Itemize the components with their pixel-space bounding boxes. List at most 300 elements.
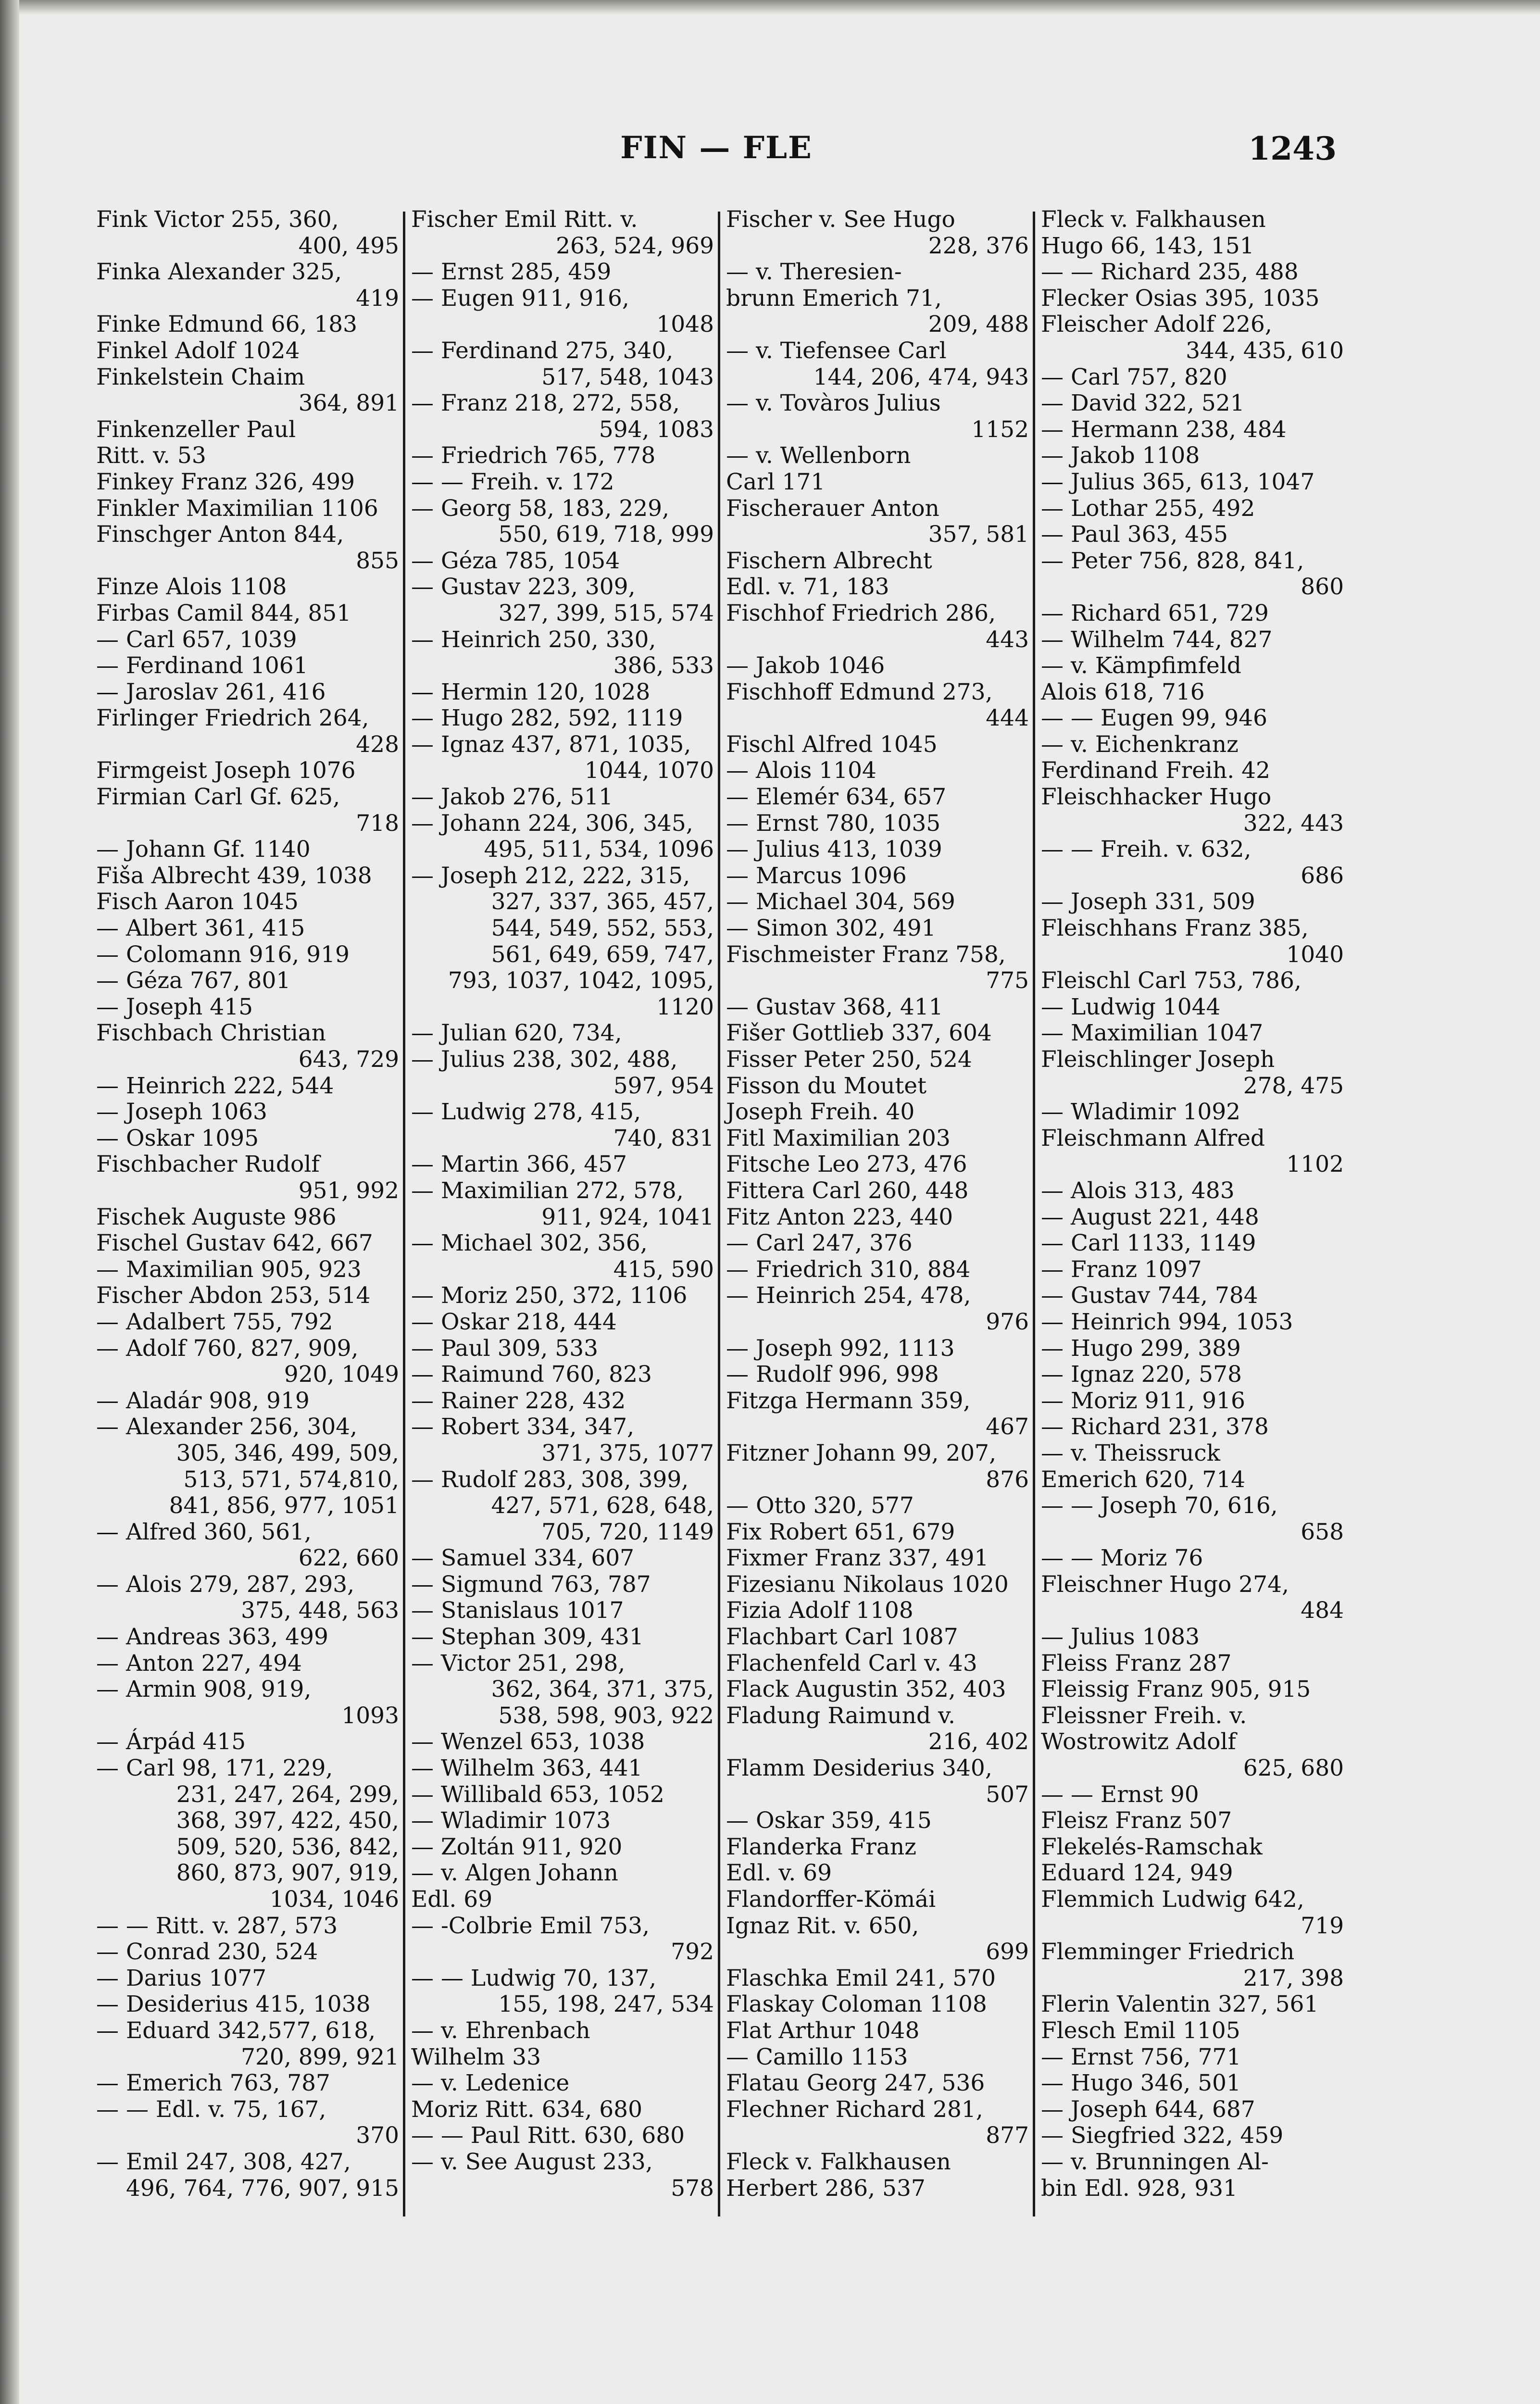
index-entry-continuation: 643, 729 bbox=[298, 1046, 399, 1073]
index-entry: Moriz Ritt. 634, 680 bbox=[411, 2096, 642, 2123]
index-entry: — Rudolf 996, 998 bbox=[726, 1361, 939, 1388]
index-entry-continuation: 444 bbox=[986, 705, 1029, 732]
index-entry: Fizesianu Nikolaus 1020 bbox=[726, 1571, 1009, 1598]
index-entry: — Hugo 346, 501 bbox=[1041, 2070, 1241, 2097]
index-entry: Fisser Peter 250, 524 bbox=[726, 1046, 972, 1073]
index-entry: Edl. v. 69 bbox=[726, 1860, 832, 1887]
index-entry: — Peter 756, 828, 841, bbox=[1041, 547, 1304, 574]
index-entry-continuation: 775 bbox=[986, 967, 1029, 994]
index-entry-continuation: 622, 660 bbox=[298, 1545, 399, 1572]
index-entry-continuation: 496, 764, 776, 907, 915 bbox=[125, 2175, 399, 2202]
index-entry: Hugo 66, 143, 151 bbox=[1041, 232, 1254, 259]
index-entry-continuation: 344, 435, 610 bbox=[1186, 337, 1344, 364]
index-entry: — Michael 302, 356, bbox=[411, 1230, 648, 1257]
index-entry: — Gustav 368, 411 bbox=[726, 993, 943, 1020]
index-entry: Fischhoff Edmund 273, bbox=[726, 678, 993, 705]
index-entry: Fleischl Carl 753, 786, bbox=[1041, 967, 1302, 994]
index-entry-continuation: 920, 1049 bbox=[284, 1361, 399, 1388]
index-entry-continuation: 578 bbox=[671, 2175, 714, 2202]
index-entry-continuation: 860 bbox=[1301, 574, 1344, 601]
index-entry: — Ignaz 220, 578 bbox=[1041, 1361, 1242, 1388]
index-entry: — Maximilian 1047 bbox=[1041, 1020, 1264, 1047]
index-columns bbox=[96, 206, 1344, 2226]
index-entry: — Carl 757, 820 bbox=[1041, 363, 1227, 390]
index-entry: — Franz 1097 bbox=[1041, 1256, 1202, 1283]
index-entry: — Joseph 644, 687 bbox=[1041, 2096, 1255, 2123]
index-entry-continuation: 419 bbox=[356, 285, 399, 312]
index-entry: Firmgeist Joseph 1076 bbox=[96, 757, 356, 784]
index-entry: Fix Robert 651, 679 bbox=[726, 1518, 955, 1545]
index-entry: — Géza 785, 1054 bbox=[411, 547, 620, 574]
index-entry: — Ludwig 278, 415, bbox=[411, 1099, 641, 1126]
index-entry: — Eduard 342,577, 618, bbox=[96, 2017, 376, 2044]
index-entry: Flachenfeld Carl v. 43 bbox=[726, 1650, 977, 1677]
index-entry: Fleischmann Alfred bbox=[1041, 1125, 1265, 1152]
index-entry: Emerich 620, 714 bbox=[1041, 1466, 1246, 1493]
index-entry: Finkler Maximilian 1106 bbox=[96, 495, 378, 522]
index-entry-continuation: 216, 402 bbox=[928, 1728, 1029, 1755]
index-entry: Flat Arthur 1048 bbox=[726, 2017, 920, 2044]
index-entry: — Jakob 1108 bbox=[1041, 442, 1200, 469]
index-entry: — Joseph 415 bbox=[96, 993, 253, 1020]
index-entry: — Heinrich 254, 478, bbox=[726, 1282, 971, 1309]
index-entry: — Ludwig 1044 bbox=[1041, 993, 1221, 1020]
index-entry-continuation: 719 bbox=[1301, 1912, 1344, 1939]
index-entry-continuation: 1093 bbox=[341, 1702, 399, 1729]
index-entry-continuation: 544, 549, 552, 553, bbox=[491, 915, 714, 942]
index-entry: Fleischhacker Hugo bbox=[1041, 784, 1272, 811]
index-entry: — Maximilian 905, 923 bbox=[96, 1256, 362, 1283]
index-entry-continuation: 495, 511, 534, 1096 bbox=[484, 836, 714, 863]
index-entry: — Heinrich 994, 1053 bbox=[1041, 1308, 1293, 1335]
index-entry: Ritt. v. 53 bbox=[96, 442, 206, 469]
index-entry-continuation: 209, 488 bbox=[928, 311, 1029, 338]
index-entry: Fleischlinger Joseph bbox=[1041, 1046, 1275, 1073]
index-entry: — Moriz 250, 372, 1106 bbox=[411, 1282, 688, 1309]
index-entry: Flemmich Ludwig 642, bbox=[1041, 1886, 1304, 1913]
column-divider bbox=[403, 212, 405, 2216]
index-entry: Fischbach Christian bbox=[96, 1020, 326, 1047]
page-number: 1243 bbox=[1248, 130, 1337, 167]
index-entry: Firmian Carl Gf. 625, bbox=[96, 784, 340, 811]
index-entry: Edl. v. 71, 183 bbox=[726, 574, 889, 601]
index-entry: — Ferdinand 1061 bbox=[96, 652, 308, 679]
index-entry-continuation: 467 bbox=[986, 1414, 1029, 1440]
index-entry-continuation: 305, 346, 499, 509, bbox=[176, 1440, 399, 1466]
index-entry: — Paul 309, 533 bbox=[411, 1335, 599, 1362]
index-entry-continuation: 1152 bbox=[971, 416, 1029, 443]
index-entry: — Armin 908, 919, bbox=[96, 1676, 312, 1703]
index-entry: — Friedrich 765, 778 bbox=[411, 442, 656, 469]
index-entry-continuation: 718 bbox=[356, 810, 399, 837]
index-entry: Ferdinand Freih. 42 bbox=[1041, 757, 1270, 784]
index-entry: — v. Theissruck bbox=[1041, 1440, 1221, 1466]
index-entry: Flatau Georg 247, 536 bbox=[726, 2070, 985, 2097]
index-entry: — Carl 1133, 1149 bbox=[1041, 1230, 1256, 1257]
index-entry: — Georg 58, 183, 229, bbox=[411, 495, 670, 522]
index-entry: Fitsche Leo 273, 476 bbox=[726, 1151, 967, 1178]
index-entry: Eduard 124, 949 bbox=[1041, 1860, 1233, 1887]
index-entry: Fixmer Franz 337, 491 bbox=[726, 1545, 989, 1572]
index-entry: — v. Wellenborn bbox=[726, 442, 911, 469]
index-entry: — Moriz 911, 916 bbox=[1041, 1387, 1245, 1414]
index-entry: — Willibald 653, 1052 bbox=[411, 1781, 664, 1808]
index-entry: — Martin 366, 457 bbox=[411, 1151, 627, 1178]
index-entry: Fiša Albrecht 439, 1038 bbox=[96, 862, 372, 889]
index-entry: — Hermin 120, 1028 bbox=[411, 678, 651, 705]
index-entry: — Robert 334, 347, bbox=[411, 1414, 635, 1440]
index-column-2 bbox=[411, 207, 714, 2226]
index-column-1 bbox=[96, 207, 399, 2226]
index-entry-continuation: 400, 495 bbox=[298, 232, 399, 259]
index-entry: Fleissner Freih. v. bbox=[1041, 1702, 1247, 1729]
index-entry: — — Ludwig 70, 137, bbox=[411, 1965, 657, 1991]
index-entry: — — Ernst 90 bbox=[1041, 1781, 1199, 1808]
index-entry: — Johann Gf. 1140 bbox=[96, 836, 311, 863]
index-entry: Flachbart Carl 1087 bbox=[726, 1624, 958, 1651]
index-entry: Flack Augustin 352, 403 bbox=[726, 1676, 1006, 1703]
column-divider bbox=[718, 212, 720, 2216]
index-entry: — v. Eichenkranz bbox=[1041, 731, 1239, 758]
index-entry: — v. Tovàros Julius bbox=[726, 390, 941, 417]
index-entry-continuation: 357, 581 bbox=[928, 521, 1029, 548]
index-entry: Fink Victor 255, 360, bbox=[96, 206, 339, 233]
index-entry: — Raimund 760, 823 bbox=[411, 1361, 652, 1388]
index-entry: Fischl Alfred 1045 bbox=[726, 731, 938, 758]
index-entry: — Elemér 634, 657 bbox=[726, 784, 947, 811]
index-entry: — Michael 304, 569 bbox=[726, 889, 955, 915]
index-entry: — Franz 218, 272, 558, bbox=[411, 390, 680, 417]
index-entry-continuation: 144, 206, 474, 943 bbox=[813, 363, 1029, 390]
index-entry: — Alfred 360, 561, bbox=[96, 1518, 312, 1545]
index-entry: Fischer v. See Hugo bbox=[726, 206, 955, 233]
index-entry: — Julius 238, 302, 488, bbox=[411, 1046, 678, 1073]
index-entry-continuation: 375, 448, 563 bbox=[241, 1597, 399, 1624]
index-entry: — Wilhelm 744, 827 bbox=[1041, 626, 1273, 653]
running-head: FIN — FLE bbox=[620, 130, 813, 166]
index-entry-continuation: 1102 bbox=[1286, 1151, 1344, 1178]
index-entry: — Oskar 359, 415 bbox=[726, 1807, 932, 1834]
index-entry: — — Ritt. v. 287, 573 bbox=[96, 1912, 338, 1939]
index-entry: — Rudolf 283, 308, 399, bbox=[411, 1466, 689, 1493]
index-entry: — Gustav 744, 784 bbox=[1041, 1282, 1258, 1309]
index-entry: — — Joseph 70, 616, bbox=[1041, 1492, 1278, 1519]
index-entry: Edl. 69 bbox=[411, 1886, 493, 1913]
index-entry-continuation: 561, 649, 659, 747, bbox=[491, 941, 714, 968]
column-divider bbox=[1033, 212, 1035, 2216]
index-entry: — v. See August 233, bbox=[411, 2148, 653, 2175]
index-entry: Fischhof Friedrich 286, bbox=[726, 600, 996, 626]
index-entry-continuation: 517, 548, 1043 bbox=[541, 363, 714, 390]
index-entry: — Adalbert 755, 792 bbox=[96, 1308, 333, 1335]
index-entry: — David 322, 521 bbox=[1041, 390, 1245, 417]
index-entry: — Jaroslav 261, 416 bbox=[96, 678, 326, 705]
index-entry: Fischek Auguste 986 bbox=[96, 1203, 337, 1230]
index-column-3 bbox=[726, 207, 1029, 2226]
index-entry: — Carl 657, 1039 bbox=[96, 626, 297, 653]
index-entry: — — Freih. v. 632, bbox=[1041, 836, 1252, 863]
index-entry-continuation: 597, 954 bbox=[613, 1072, 714, 1099]
index-entry-continuation: 951, 992 bbox=[298, 1177, 399, 1204]
index-entry: — Paul 363, 455 bbox=[1041, 521, 1228, 548]
index-entry: — Johann 224, 306, 345, bbox=[411, 810, 693, 837]
index-entry: Finkey Franz 326, 499 bbox=[96, 468, 355, 495]
index-entry: Fišer Gottlieb 337, 604 bbox=[726, 1020, 992, 1047]
index-entry-continuation: 362, 364, 371, 375, bbox=[491, 1676, 714, 1703]
index-entry: Fisch Aaron 1045 bbox=[96, 889, 299, 915]
index-entry: — Hermann 238, 484 bbox=[1041, 416, 1287, 443]
index-entry: — Julius 1083 bbox=[1041, 1624, 1200, 1651]
index-entry: — Hugo 299, 389 bbox=[1041, 1335, 1241, 1362]
index-entry-continuation: 263, 524, 969 bbox=[556, 232, 714, 259]
index-entry: Wostrowitz Adolf bbox=[1041, 1728, 1236, 1755]
index-entry-continuation: 550, 619, 718, 999 bbox=[498, 521, 714, 548]
index-entry-continuation: 1040 bbox=[1286, 941, 1344, 968]
index-entry-continuation: 976 bbox=[986, 1308, 1029, 1335]
index-entry: Fleisz Franz 507 bbox=[1041, 1807, 1232, 1834]
index-entry-continuation: 911, 924, 1041 bbox=[541, 1203, 714, 1230]
index-entry: Fitz Anton 223, 440 bbox=[726, 1203, 953, 1230]
index-entry-continuation: 1044, 1070 bbox=[584, 757, 714, 784]
index-entry: — Desiderius 415, 1038 bbox=[96, 1991, 371, 2018]
index-entry: Finkenzeller Paul bbox=[96, 416, 296, 443]
index-entry: — Alois 313, 483 bbox=[1041, 1177, 1235, 1204]
index-entry-continuation: 327, 337, 365, 457, bbox=[491, 889, 714, 915]
index-entry: Finkel Adolf 1024 bbox=[96, 337, 300, 364]
index-entry: — Ernst 285, 459 bbox=[411, 259, 612, 286]
index-entry: Fisson du Moutet bbox=[726, 1072, 927, 1099]
index-entry: Fischer Abdon 253, 514 bbox=[96, 1282, 371, 1309]
index-entry: Flanderka Franz bbox=[726, 1833, 916, 1860]
index-entry-continuation: 625, 680 bbox=[1243, 1755, 1344, 1782]
index-entry: Fleissig Franz 905, 915 bbox=[1041, 1676, 1311, 1703]
index-entry-continuation: 1034, 1046 bbox=[269, 1886, 399, 1913]
index-entry-continuation: 792 bbox=[671, 1939, 714, 1966]
index-entry-continuation: 705, 720, 1149 bbox=[541, 1518, 714, 1545]
index-entry: — Wilhelm 363, 441 bbox=[411, 1755, 643, 1782]
index-entry-continuation: 231, 247, 264, 299, bbox=[176, 1781, 399, 1808]
index-entry: Flaschka Emil 241, 570 bbox=[726, 1965, 996, 1991]
index-entry: — Julius 413, 1039 bbox=[726, 836, 942, 863]
index-entry: Fizia Adolf 1108 bbox=[726, 1597, 914, 1624]
index-entry: — Joseph 212, 222, 315, bbox=[411, 862, 690, 889]
index-entry: Wilhelm 33 bbox=[411, 2043, 541, 2070]
index-entry: — — Paul Ritt. 630, 680 bbox=[411, 2122, 685, 2149]
index-entry: Fleck v. Falkhausen bbox=[726, 2148, 951, 2175]
index-entry: Finschger Anton 844, bbox=[96, 521, 344, 548]
index-entry: — Richard 651, 729 bbox=[1041, 600, 1269, 626]
index-entry: — Alois 279, 287, 293, bbox=[96, 1571, 355, 1598]
index-entry: Flandorffer-Kömái bbox=[726, 1886, 936, 1913]
index-entry: Finka Alexander 325, bbox=[96, 259, 342, 286]
index-entry: — Alexander 256, 304, bbox=[96, 1414, 358, 1440]
index-entry: Flamm Desiderius 340, bbox=[726, 1755, 992, 1782]
index-entry-continuation: 364, 891 bbox=[298, 390, 399, 417]
index-entry: — Otto 320, 577 bbox=[726, 1492, 914, 1519]
index-entry: — Árpád 415 bbox=[96, 1728, 246, 1755]
index-entry: — v. Ledenice bbox=[411, 2070, 570, 2097]
index-entry: Fischel Gustav 642, 667 bbox=[96, 1230, 373, 1257]
index-entry: — Stephan 309, 431 bbox=[411, 1624, 644, 1651]
index-entry: — Darius 1077 bbox=[96, 1965, 267, 1991]
index-entry: — — Freih. v. 172 bbox=[411, 468, 614, 495]
index-entry: — Victor 251, 298, bbox=[411, 1650, 626, 1677]
index-entry: Fleischhans Franz 385, bbox=[1041, 915, 1309, 942]
index-entry: Fitzga Hermann 359, bbox=[726, 1387, 971, 1414]
index-entry: — Camillo 1153 bbox=[726, 2043, 908, 2070]
index-entry-continuation: 427, 571, 628, 648, bbox=[491, 1492, 714, 1519]
page-edge-shadow-left bbox=[0, 0, 19, 2404]
index-entry: — Wladimir 1073 bbox=[411, 1807, 611, 1834]
index-entry: — Oskar 218, 444 bbox=[411, 1308, 617, 1335]
index-entry: — Stanislaus 1017 bbox=[411, 1597, 624, 1624]
index-entry: — Simon 302, 491 bbox=[726, 915, 936, 942]
index-column-4 bbox=[1041, 207, 1344, 2226]
index-entry: — v. Kämpfimfeld bbox=[1041, 652, 1241, 679]
index-entry: Flechner Richard 281, bbox=[726, 2096, 983, 2123]
index-entry: — Colomann 916, 919 bbox=[96, 941, 350, 968]
index-entry: — Jakob 276, 511 bbox=[411, 784, 613, 811]
index-entry-continuation: 368, 397, 422, 450, bbox=[176, 1807, 399, 1834]
index-entry-continuation: 228, 376 bbox=[928, 232, 1029, 259]
index-entry: Carl 171 bbox=[726, 468, 826, 495]
index-entry-continuation: 1120 bbox=[656, 993, 714, 1020]
index-entry: Flekelés-Ramschak bbox=[1041, 1833, 1263, 1860]
index-entry-continuation: 155, 198, 247, 534 bbox=[498, 1991, 714, 2018]
index-entry-continuation: 484 bbox=[1301, 1597, 1344, 1624]
index-entry: — v. Algen Johann bbox=[411, 1860, 618, 1887]
index-entry: Fischern Albrecht bbox=[726, 547, 932, 574]
index-entry: — Maximilian 272, 578, bbox=[411, 1177, 684, 1204]
index-entry: brunn Emerich 71, bbox=[726, 285, 942, 312]
index-entry: — Emil 247, 308, 427, bbox=[96, 2148, 351, 2175]
index-entry: — Richard 231, 378 bbox=[1041, 1414, 1269, 1440]
index-entry: Flaskay Coloman 1108 bbox=[726, 1991, 987, 2018]
index-entry: Flecker Osias 395, 1035 bbox=[1041, 285, 1320, 312]
index-entry: — Eugen 911, 916, bbox=[411, 285, 629, 312]
index-entry: — Aladár 908, 919 bbox=[96, 1387, 310, 1414]
index-entry: — Heinrich 250, 330, bbox=[411, 626, 656, 653]
index-entry: — v. Ehrenbach bbox=[411, 2017, 590, 2044]
index-entry: Fladung Raimund v. bbox=[726, 1702, 955, 1729]
index-entry: Flesch Emil 1105 bbox=[1041, 2017, 1240, 2044]
index-entry-continuation: 509, 520, 536, 842, bbox=[176, 1833, 399, 1860]
index-entry: Flemminger Friedrich bbox=[1041, 1939, 1295, 1966]
index-entry: — Emerich 763, 787 bbox=[96, 2070, 330, 2097]
index-entry: Finkelstein Chaim bbox=[96, 363, 305, 390]
index-entry-continuation: 841, 856, 977, 1051 bbox=[169, 1492, 399, 1519]
index-entry: — Heinrich 222, 544 bbox=[96, 1072, 334, 1099]
index-entry-continuation: 876 bbox=[986, 1466, 1029, 1493]
index-entry-continuation: 507 bbox=[986, 1781, 1029, 1808]
index-entry: — v. Theresien- bbox=[726, 259, 902, 286]
index-entry: Ignaz Rit. v. 650, bbox=[726, 1912, 919, 1939]
index-entry-continuation: 720, 899, 921 bbox=[241, 2043, 399, 2070]
index-entry: — — Edl. v. 75, 167, bbox=[96, 2096, 326, 2123]
index-entry: Flerin Valentin 327, 561 bbox=[1041, 1991, 1319, 2018]
index-entry: Fischbacher Rudolf bbox=[96, 1151, 320, 1178]
index-entry: Joseph Freih. 40 bbox=[726, 1099, 915, 1126]
index-entry: Fleck v. Falkhausen bbox=[1041, 206, 1266, 233]
index-entry: — — Richard 235, 488 bbox=[1041, 259, 1299, 286]
index-entry: — Julius 365, 613, 1047 bbox=[1041, 468, 1315, 495]
index-entry: — — Moriz 76 bbox=[1041, 1545, 1203, 1572]
index-entry: Fitzner Johann 99, 207, bbox=[726, 1440, 997, 1466]
index-entry: Fleischner Hugo 274, bbox=[1041, 1571, 1289, 1598]
index-entry: — Oskar 1095 bbox=[96, 1125, 259, 1152]
index-entry: — Wladimir 1092 bbox=[1041, 1099, 1241, 1126]
index-entry: — Albert 361, 415 bbox=[96, 915, 305, 942]
index-entry: Fischerauer Anton bbox=[726, 495, 939, 522]
index-entry-continuation: 538, 598, 903, 922 bbox=[498, 1702, 714, 1729]
index-entry-continuation: 415, 590 bbox=[613, 1256, 714, 1283]
index-entry-continuation: 371, 375, 1077 bbox=[541, 1440, 714, 1466]
index-entry: — Samuel 334, 607 bbox=[411, 1545, 635, 1572]
index-entry-continuation: 855 bbox=[356, 547, 399, 574]
index-entry-continuation: 513, 571, 574,810, bbox=[183, 1466, 399, 1493]
index-entry: — -Colbrie Emil 753, bbox=[411, 1912, 650, 1939]
index-entry: Fittera Carl 260, 448 bbox=[726, 1177, 969, 1204]
index-entry: Fischer Emil Ritt. v. bbox=[411, 206, 638, 233]
index-entry: Fleiss Franz 287 bbox=[1041, 1650, 1232, 1677]
index-entry: — Alois 1104 bbox=[726, 757, 876, 784]
index-entry: — Conrad 230, 524 bbox=[96, 1939, 318, 1966]
index-entry: Fleischer Adolf 226, bbox=[1041, 311, 1272, 338]
index-entry-continuation: 877 bbox=[986, 2122, 1029, 2149]
page-header bbox=[96, 130, 1337, 183]
index-entry: — Carl 247, 376 bbox=[726, 1230, 913, 1257]
index-entry-continuation: 1048 bbox=[656, 311, 714, 338]
index-entry: — — Eugen 99, 946 bbox=[1041, 705, 1267, 732]
index-entry: Firlinger Friedrich 264, bbox=[96, 705, 369, 732]
index-entry: Fischmeister Franz 758, bbox=[726, 941, 1006, 968]
index-entry: — Carl 98, 171, 229, bbox=[96, 1755, 333, 1782]
index-entry-continuation: 322, 443 bbox=[1243, 810, 1344, 837]
index-entry: — Lothar 255, 492 bbox=[1041, 495, 1255, 522]
index-entry: — Rainer 228, 432 bbox=[411, 1387, 626, 1414]
index-entry: — Marcus 1096 bbox=[726, 862, 907, 889]
index-entry-continuation: 370 bbox=[356, 2122, 399, 2149]
index-entry-continuation: 217, 398 bbox=[1243, 1965, 1344, 1991]
index-entry: — August 221, 448 bbox=[1041, 1203, 1259, 1230]
index-entry: — Géza 767, 801 bbox=[96, 967, 291, 994]
index-entry-continuation: 386, 533 bbox=[613, 652, 714, 679]
index-entry-continuation: 860, 873, 907, 919, bbox=[176, 1860, 399, 1887]
index-entry: bin Edl. 928, 931 bbox=[1041, 2175, 1238, 2202]
index-entry-continuation: 740, 831 bbox=[613, 1125, 714, 1152]
index-entry: Finke Edmund 66, 183 bbox=[96, 311, 358, 338]
index-entry: — Julian 620, 734, bbox=[411, 1020, 622, 1047]
index-entry: — v. Brunningen Al- bbox=[1041, 2148, 1269, 2175]
index-entry: — Friedrich 310, 884 bbox=[726, 1256, 971, 1283]
index-entry: — Ernst 780, 1035 bbox=[726, 810, 941, 837]
index-entry: — Hugo 282, 592, 1119 bbox=[411, 705, 683, 732]
index-entry-continuation: 699 bbox=[986, 1939, 1029, 1966]
page-edge-shadow-top bbox=[0, 0, 1540, 14]
index-entry: Finze Alois 1108 bbox=[96, 574, 287, 601]
index-entry: Herbert 286, 537 bbox=[726, 2175, 926, 2202]
index-entry: Fitl Maximilian 203 bbox=[726, 1125, 951, 1152]
index-entry-continuation: 793, 1037, 1042, 1095, bbox=[448, 967, 714, 994]
index-entry: — Ferdinand 275, 340, bbox=[411, 337, 674, 364]
index-entry: — Ignaz 437, 871, 1035, bbox=[411, 731, 691, 758]
index-entry: — Andreas 363, 499 bbox=[96, 1624, 328, 1651]
index-entry: — Jakob 1046 bbox=[726, 652, 885, 679]
index-entry: — Siegfried 322, 459 bbox=[1041, 2122, 1284, 2149]
index-entry: — Adolf 760, 827, 909, bbox=[96, 1335, 359, 1362]
index-entry-continuation: 428 bbox=[356, 731, 399, 758]
index-entry-continuation: 443 bbox=[986, 626, 1029, 653]
